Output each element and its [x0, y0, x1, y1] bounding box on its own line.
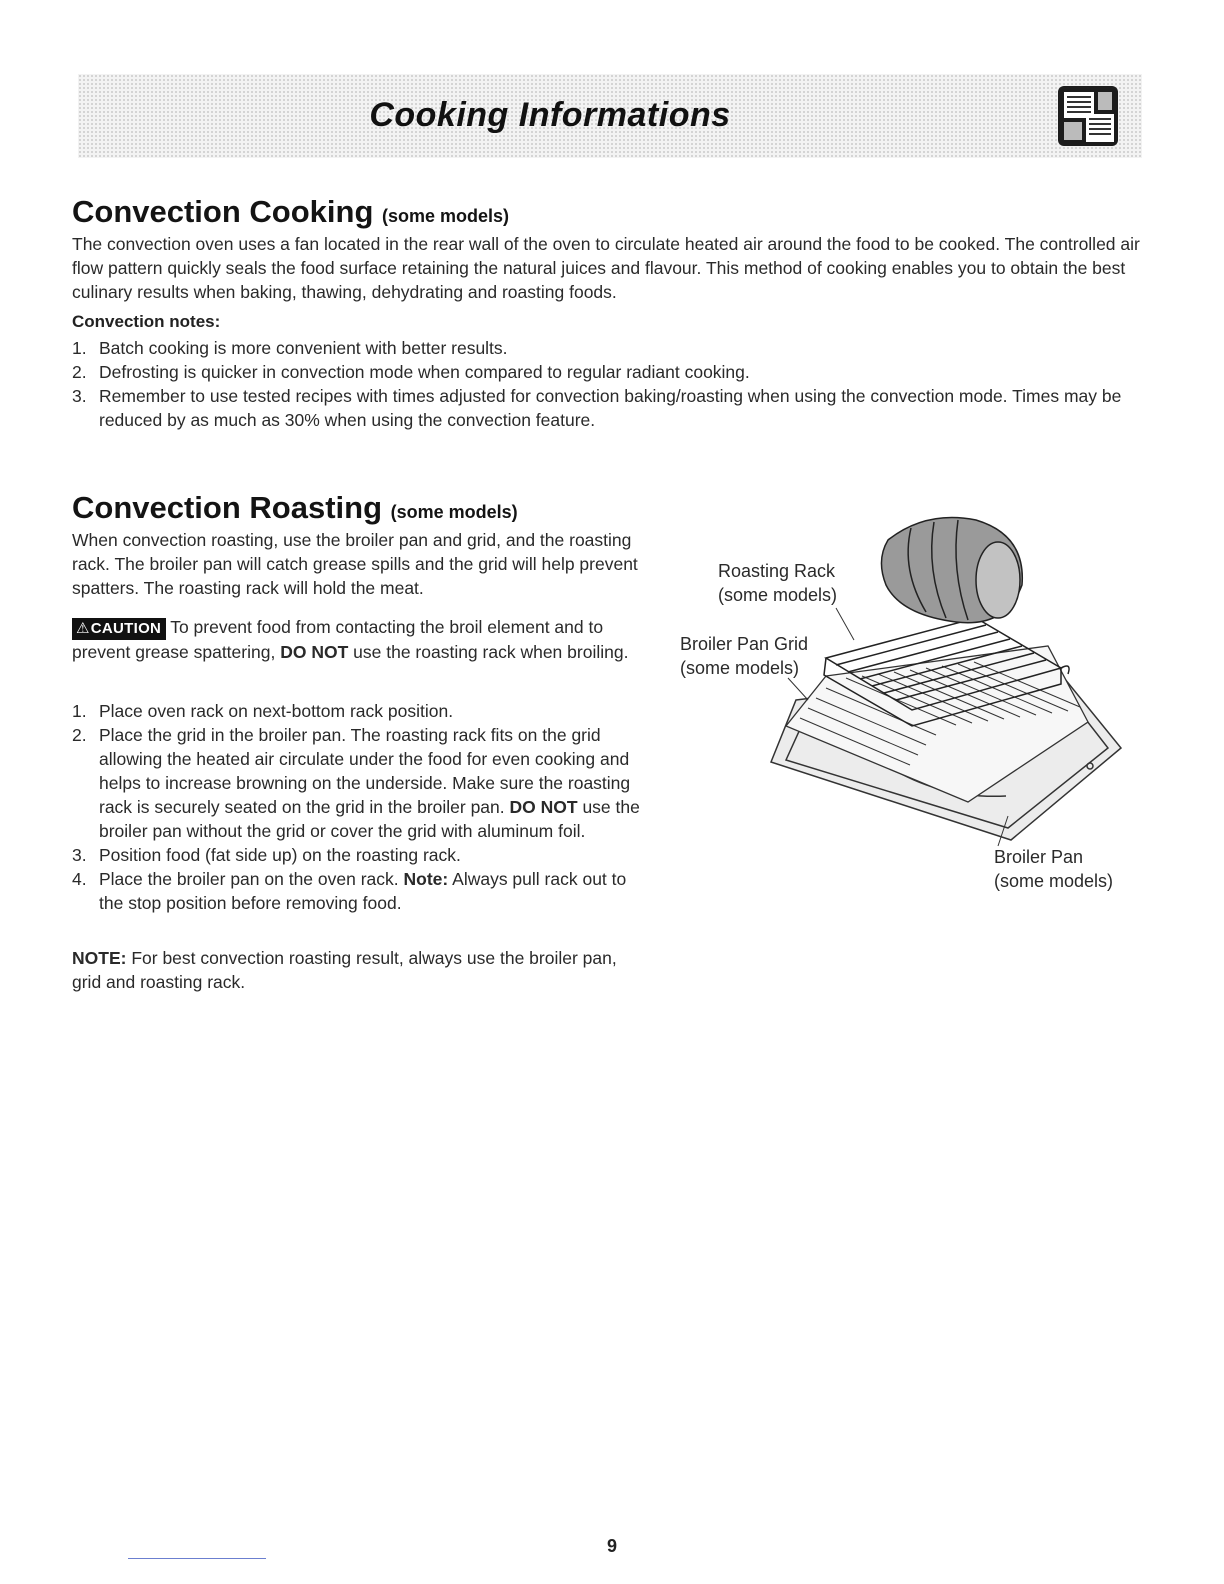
list-item: 2. Defrosting is quicker in convection mode when compared to regular radiant cooking. [72, 362, 750, 382]
page-banner [78, 74, 1142, 158]
page-number: 9 [606, 1536, 617, 1556]
banner-title: Cooking Informations [369, 96, 731, 134]
list-item: 3. Remember to use tested recipes with times adjusted for convection baking/roasting when using the convection mode. Times may be reduced by as much as 30% when using the convection feature. [72, 386, 1122, 430]
cooking-info-icon [1056, 84, 1120, 148]
list-item: 2. Place the grid in the broiler pan. The roasting rack fits on the grid allowing the heated air circulate under the food for even cooking and helps to increase browning on the underside. Make sure the roasting rack is securely seated on the grid in the broiler pan. DO NOT use the broiler pan without the grid or cover the grid with aluminum foil. [72, 725, 640, 841]
list-item: 3. Position food (fat side up) on the roasting rack. [72, 845, 461, 865]
convection-roasting-intro: When convection roasting, use the broiler pan and grid, and the roasting rack. The broiler pan will catch grease spills and the grid will help prevent spatters. The roasting rack will hold the meat. [72, 530, 638, 598]
warning-triangle-icon: ⚠ [76, 620, 90, 637]
label-roasting-rack: Roasting Rack (some models) [718, 561, 838, 605]
footer-divider [128, 1558, 266, 1559]
convection-notes-list [72, 336, 1144, 432]
section-heading-convection-cooking: Convection Cooking (some models) [72, 194, 510, 229]
label-broiler-pan-grid: Broiler Pan Grid (some models) [680, 634, 809, 678]
section-heading-convection-roasting: Convection Roasting (some models) [72, 490, 518, 525]
convection-notes-title: Convection notes: [72, 312, 221, 331]
roasting-note: NOTE: For best convection roasting result, always use the broiler pan, grid and roasting rack. [72, 948, 617, 992]
caution-badge: ⚠CAUTION [72, 618, 166, 640]
roasting-steps-list [72, 699, 650, 915]
label-broiler-pan: Broiler Pan (some models) [994, 847, 1114, 891]
caution-paragraph: ⚠CAUTION To prevent food from contacting the broil element and to prevent grease spattering, DO NOT use the roasting rack when broiling. [72, 617, 629, 662]
list-item: 1. Batch cooking is more convenient with better results. [72, 338, 508, 358]
convection-cooking-paragraph: The convection oven uses a fan located in the rear wall of the oven to circulate heated air around the food to be cooked. The controlled air flow pattern quickly seals the food surface retaining the natural juices and flavour. This method of cooking enables you to obtain the best culinary results when baking, thawing, dehydrating and roasting foods. [72, 234, 1140, 302]
list-item: 1. Place oven rack on next-bottom rack position. [72, 701, 454, 721]
list-item: 4. Place the broiler pan on the oven rack. Note: Always pull rack out to the stop position before removing food. [72, 869, 627, 913]
roast-meat-drawing [881, 518, 1022, 623]
